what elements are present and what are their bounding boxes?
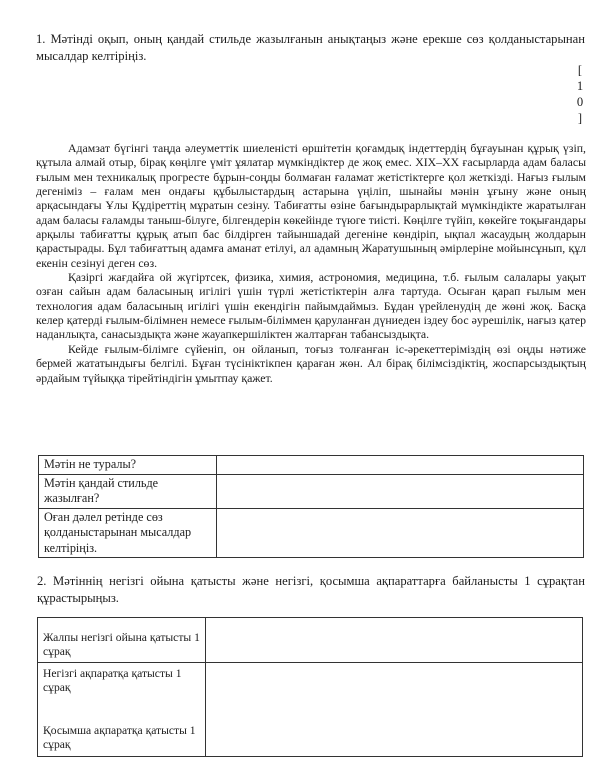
row-label-main-idea: Жалпы негізгі ойына қатысты 1 сұрақ <box>38 618 206 663</box>
reading-passage <box>36 141 586 385</box>
table-row <box>39 508 584 558</box>
row-label-style: Мәтін қандай стильде жазылған? <box>39 474 217 508</box>
table-row <box>39 474 584 508</box>
passage-paragraph-1: Адамзат бүгінгі таңда әлеуметтік шиеленісті өршітетін қоғамдық індеттердің бұғауынан құрық үзіп, құтыла алмай отыр, бірақ көңілге үміт ұялатар мүмкіндіктер де жоқ емес. XIX–XX ғасырларда адам баласы ғылым мен техникалық прогресте бұрын-соңды болмаған ғаламат жетістіктерге қол жеткізді. Нағыз ғылым дегеніміз – ғалам мен ондағы құбылыстардың астарына үңіліп, шынайы мәнін ұғыну және оның арқасындағы Ұлы Құдіреттің мұратын сезіну. Табиғатты өзіне бағындырарлықтай мүмкіндікте жаратылған адам баласы ғаламды таныш-білуге, білгендерін көкейінде түюге тиісті. Көңілге түйіп, көкейге тоқығандары арқылы табиғатты құрық атып бас білдірген тайыншадай дегеніне көндіріп, ықпал жасаудың жолдарын қарастырады. Бұл табиғаттың адамға аманат етілуі, ал адамның Жаратушының әмірлеріне мойынсұнып, құл екенін сезінуі деген сөз. <box>36 141 586 270</box>
label-main-info: Негізгі ақпаратқа қатысты 1 сұрақ <box>43 667 182 694</box>
table-row <box>38 663 583 757</box>
answer-cell-topic[interactable] <box>217 456 584 475</box>
table-row <box>39 456 584 475</box>
answer-cell-info[interactable] <box>206 663 583 757</box>
score-digit-1: 1 <box>576 79 584 93</box>
table-row <box>38 618 583 663</box>
answer-cell-examples[interactable] <box>217 508 584 558</box>
analysis-table <box>38 455 584 558</box>
row-label-topic: Мәтін не туралы? <box>39 456 217 475</box>
task-2-instruction: 2. Мәтіннің негізгі ойына қатысты және негізгі, қосымша ақпараттарға байланысты 1 сұрақтан құрастырыңыз. <box>37 574 585 605</box>
task-1-instruction: 1. Мәтінді оқып, оның қандай стильде жазылғанын анықтаңыз және ерекше сөз қолданыстарынан мысалдар келтіріңіз. <box>36 32 585 63</box>
score-bracket-close: ] <box>577 111 583 125</box>
answer-cell-style[interactable] <box>217 474 584 508</box>
passage-paragraph-2: Қазіргі жағдайға ой жүгіртсек, физика, химия, астрономия, медицина, т.б. ғылым салалары уақыт озған сайын адам баласының игілігі үшін түрлі жетістіктерін алға тартуда. Осыған қарап ғылым мен технология адам баласының игілігі үшін екендігін пайымдаймыз. Бұдан үрейленудің де жөні жоқ. Басқа келер қатерді ғылым-білімнен немесе ғылым-біліммен қаруланған дүниеден іздеу бос әурешілік, нағыз қатер наданлықта, санасыздықта және жауапкершіліктен жалтарған табансыздықта. <box>36 270 586 342</box>
score-digit-0: 0 <box>576 95 584 109</box>
label-additional-info: Қосымша ақпаратқа қатысты 1 сұрақ <box>43 724 196 751</box>
row-label-examples: Оған дәлел ретінде сөз қолданыстарынан мысалдар келтіріңіз. <box>39 508 217 558</box>
score-bracket-open: [ <box>577 63 583 77</box>
passage-paragraph-3: Кейде ғылым-білімге сүйеніп, он ойланып, тоғыз толғанған іс-әрекеттеріміздің өзі оңды нәтиже бермей жататындығы белгілі. Бұған түсініктікпен қараған жөн. Ал бірақ білімсіздіктің, жоспарсыздықтың әрдайым түйыққа тірейтіндігін ұмытпау қажет. <box>36 341 586 385</box>
score-marker <box>570 62 590 126</box>
answer-cell-main-idea[interactable] <box>206 618 583 663</box>
questions-table <box>37 617 583 757</box>
row-label-info <box>38 663 206 757</box>
